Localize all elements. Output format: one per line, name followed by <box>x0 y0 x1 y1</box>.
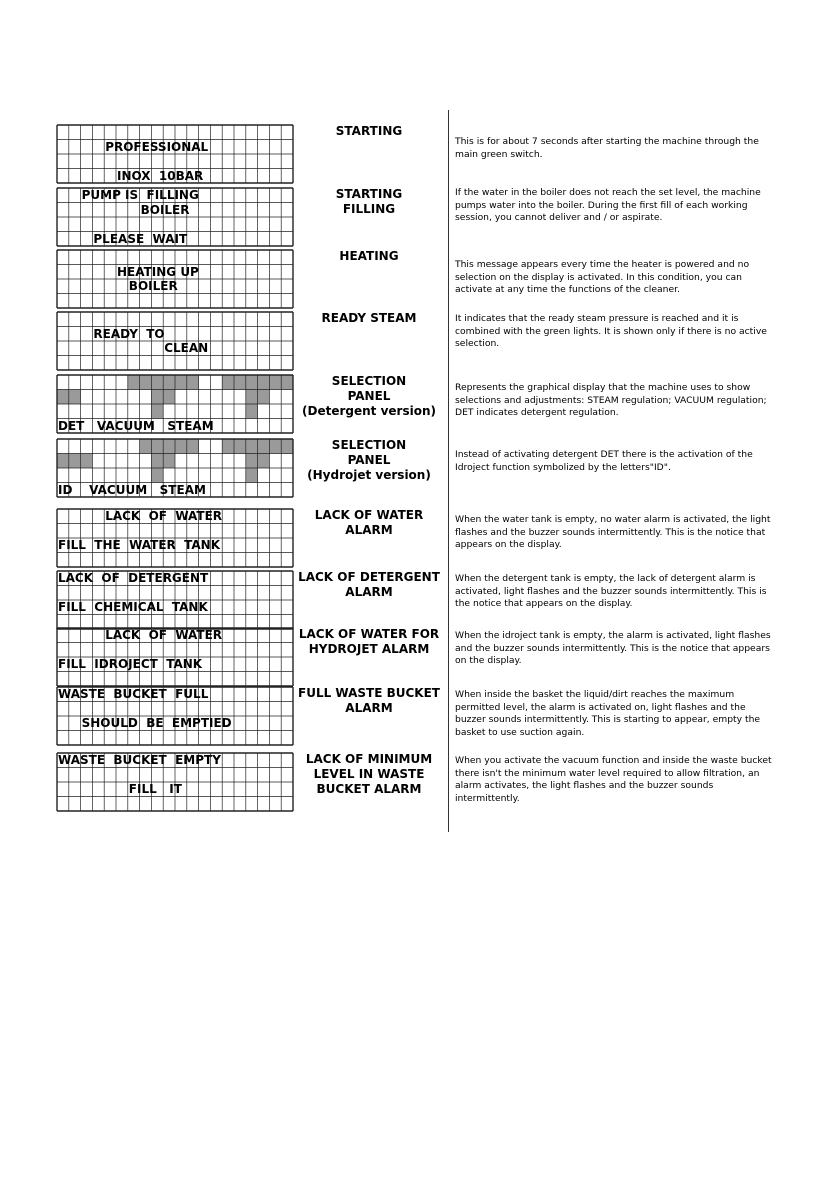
entry-lack-of-water-hydrojet-alarm <box>0 627 825 687</box>
message-title-line: LACK OF DETERGENT <box>298 570 440 584</box>
message-title-line: SELECTION <box>331 374 407 388</box>
message-title <box>292 508 446 538</box>
lcd-grid <box>56 311 294 371</box>
message-title <box>292 752 446 797</box>
lcd-pixel-block <box>151 390 163 405</box>
message-title-line: STARTING <box>335 124 403 138</box>
lcd-pixel-block <box>246 390 258 405</box>
lcd-pixel-block <box>69 390 81 405</box>
message-title <box>292 124 446 139</box>
message-title-line: PANEL <box>347 389 391 403</box>
message-title <box>292 187 446 217</box>
lcd-row-text: BOILER <box>140 202 190 217</box>
entry-selection-panel-hydrojet <box>0 438 825 498</box>
lcd-grid <box>56 627 294 687</box>
message-title-line: LACK OF MINIMUM <box>305 752 433 766</box>
lcd-row-text: PROFESSIONAL <box>105 139 209 154</box>
message-title-line: FULL WASTE BUCKET <box>298 686 440 700</box>
lcd-row-text: SHOULD BE EMPTIED <box>81 716 232 730</box>
lcd-pixel-block <box>258 390 270 405</box>
lcd-pixel-block <box>163 439 175 454</box>
message-title <box>292 249 446 264</box>
lcd-pixel-block <box>187 439 199 454</box>
lcd-pixel-block <box>57 390 69 405</box>
message-title <box>292 374 446 419</box>
message-title-line: STARTING <box>335 187 403 201</box>
lcd-row-text: WASTE BUCKET FULL <box>58 687 209 701</box>
lcd-pixel-block <box>163 375 175 390</box>
lcd-pixel-block <box>269 439 281 454</box>
lcd-pixel-block <box>258 375 270 390</box>
lcd-pixel-block <box>175 439 187 454</box>
message-title <box>292 570 446 600</box>
lcd-grid <box>56 752 294 812</box>
entry-ready-steam <box>0 311 825 371</box>
lcd-row-text: INOX 10BAR <box>117 168 204 183</box>
entry-lack-of-minimum-level-alarm <box>0 752 825 812</box>
message-title-line: FILLING <box>342 202 396 216</box>
lcd-row-text: FILL THE WATER TANK <box>58 538 221 552</box>
lcd-pixel-block <box>269 375 281 390</box>
lcd-pixel-block <box>140 375 152 390</box>
message-description: This is for about 7 seconds after starting the machine through the main green switch. <box>455 136 759 160</box>
message-description: When the water tank is empty, no water alarm is activated, the light flashes and the buzzer sounds intermittently. This is the notice that appears on the display. <box>455 514 771 550</box>
lcd-row-text: LACK OF WATER <box>105 628 223 642</box>
lcd-pixel-block <box>222 375 234 390</box>
entry-starting <box>0 124 825 184</box>
message-title-line: SELECTION <box>331 438 407 452</box>
message-title <box>292 686 446 716</box>
lcd-row-text: FILL IDROJECT TANK <box>58 657 203 671</box>
lcd-pixel-block <box>258 439 270 454</box>
message-title-line: ALARM <box>345 701 393 715</box>
lcd-pixel-block <box>246 454 258 469</box>
message-description: If the water in the boiler does not reach the set level, the machine pumps water into the boiler. During the first fill of each working session, you cannot deliver and / or aspirate. <box>455 187 761 223</box>
entry-heating <box>0 249 825 309</box>
lcd-pixel-block <box>151 404 163 419</box>
entry-selection-panel-detergent <box>0 374 825 434</box>
lcd-pixel-block <box>222 439 234 454</box>
lcd-grid <box>56 374 294 434</box>
lcd-pixel-block <box>151 375 163 390</box>
message-description: When inside the basket the liquid/dirt reaches the maximum permitted level, the alarm is activated on, light flashes and the buzzer sounds intermittently. This is starting to appear, empty the basket to use suction again. <box>455 689 761 738</box>
message-description: It indicates that the ready steam pressure is reached and it is combined with the green lights. It is shown only if there is no active selection. <box>455 313 767 349</box>
lcd-pixel-block <box>151 439 163 454</box>
lcd-row-text: LACK OF DETERGENT <box>58 571 209 585</box>
lcd-grid <box>56 686 294 746</box>
message-title-line: (Hydrojet version) <box>307 468 431 482</box>
lcd-grid <box>56 508 294 568</box>
entry-lack-of-detergent-alarm <box>0 570 825 630</box>
lcd-pixel-block <box>151 454 163 469</box>
lcd-grid <box>56 187 294 247</box>
lcd-grid <box>56 124 294 184</box>
lcd-pixel-block <box>69 454 81 469</box>
message-description: When the idroject tank is empty, the alarm is activated, light flashes and the buzzer sounds intermittently. This is the notice that appears on the display. <box>455 630 771 666</box>
lcd-row-text: FILL IT <box>128 782 182 796</box>
message-description: Represents the graphical display that the machine uses to show selections and adjustments: STEAM regulation; VACUUM regulation; DET indicates detergent regulation. <box>455 382 767 418</box>
lcd-grid <box>56 438 294 498</box>
lcd-pixel-block <box>163 390 175 405</box>
message-description: When you activate the vacuum function and inside the waste bucket there isn't the minimum water level required to allow filtration, an alarm activates, the light flashes and the buzzer sounds intermittently. <box>455 755 772 804</box>
lcd-pixel-block <box>258 454 270 469</box>
lcd-row-text: PUMP IS FILLING <box>81 188 199 202</box>
lcd-pixel-block <box>128 375 140 390</box>
lcd-row-text: HEATING UP <box>117 264 199 279</box>
message-title-line: LACK OF WATER FOR <box>298 627 440 641</box>
message-title-line: READY STEAM <box>321 311 417 325</box>
lcd-row-text: ID VACUUM STEAM <box>58 482 206 497</box>
message-title <box>292 311 446 326</box>
lcd-pixel-block <box>163 454 175 469</box>
message-title <box>292 438 446 483</box>
lcd-row-text: DET VACUUM STEAM <box>58 418 214 433</box>
lcd-pixel-block <box>246 468 258 483</box>
message-description: When the detergent tank is empty, the lack of detergent alarm is activated, light flashes and the buzzer sounds intermittently. This is the notice that appears on the display. <box>455 573 767 609</box>
lcd-row-text: READY TO <box>93 326 165 341</box>
lcd-pixel-block <box>246 375 258 390</box>
message-title-line: ALARM <box>345 523 393 537</box>
message-title-line: PANEL <box>347 453 391 467</box>
message-title-line: LACK OF WATER <box>314 508 424 522</box>
entry-lack-of-water-alarm <box>0 508 825 568</box>
lcd-row-text: PLEASE WAIT <box>93 231 188 246</box>
message-description: This message appears every time the heater is powered and no selection on the display is activated. In this condition, you can activate at any time the functions of the cleaner. <box>455 259 750 295</box>
lcd-pixel-block <box>187 375 199 390</box>
lcd-row-text: BOILER <box>128 279 178 293</box>
lcd-row-text: WASTE BUCKET EMPTY <box>58 753 221 767</box>
lcd-grid <box>56 249 294 309</box>
entry-full-waste-bucket-alarm <box>0 686 825 746</box>
lcd-row-text: LACK OF WATER <box>105 509 223 523</box>
lcd-pixel-block <box>151 468 163 483</box>
message-title-line: ALARM <box>345 585 393 599</box>
lcd-row-text: FILL CHEMICAL TANK <box>58 600 208 614</box>
lcd-pixel-block <box>246 404 258 419</box>
lcd-pixel-block <box>234 439 246 454</box>
message-title-line: HEATING <box>339 249 399 263</box>
lcd-pixel-block <box>140 439 152 454</box>
lcd-pixel-block <box>234 375 246 390</box>
lcd-pixel-block <box>175 375 187 390</box>
lcd-pixel-block <box>246 439 258 454</box>
lcd-grid <box>56 570 294 630</box>
lcd-pixel-block <box>57 454 69 469</box>
message-title-line: HYDROJET ALARM <box>308 642 430 656</box>
message-title-line: BUCKET ALARM <box>316 782 422 796</box>
entry-starting-filling <box>0 187 825 247</box>
message-description: Instead of activating detergent DET there is the activation of the Idroject function symbolized by the letters"ID". <box>455 449 753 473</box>
lcd-pixel-block <box>81 454 93 469</box>
message-title-line: LEVEL IN WASTE <box>313 767 425 781</box>
lcd-row-text: CLEAN <box>164 341 209 355</box>
message-title <box>292 627 446 657</box>
message-title-line: (Detergent version) <box>302 404 436 418</box>
